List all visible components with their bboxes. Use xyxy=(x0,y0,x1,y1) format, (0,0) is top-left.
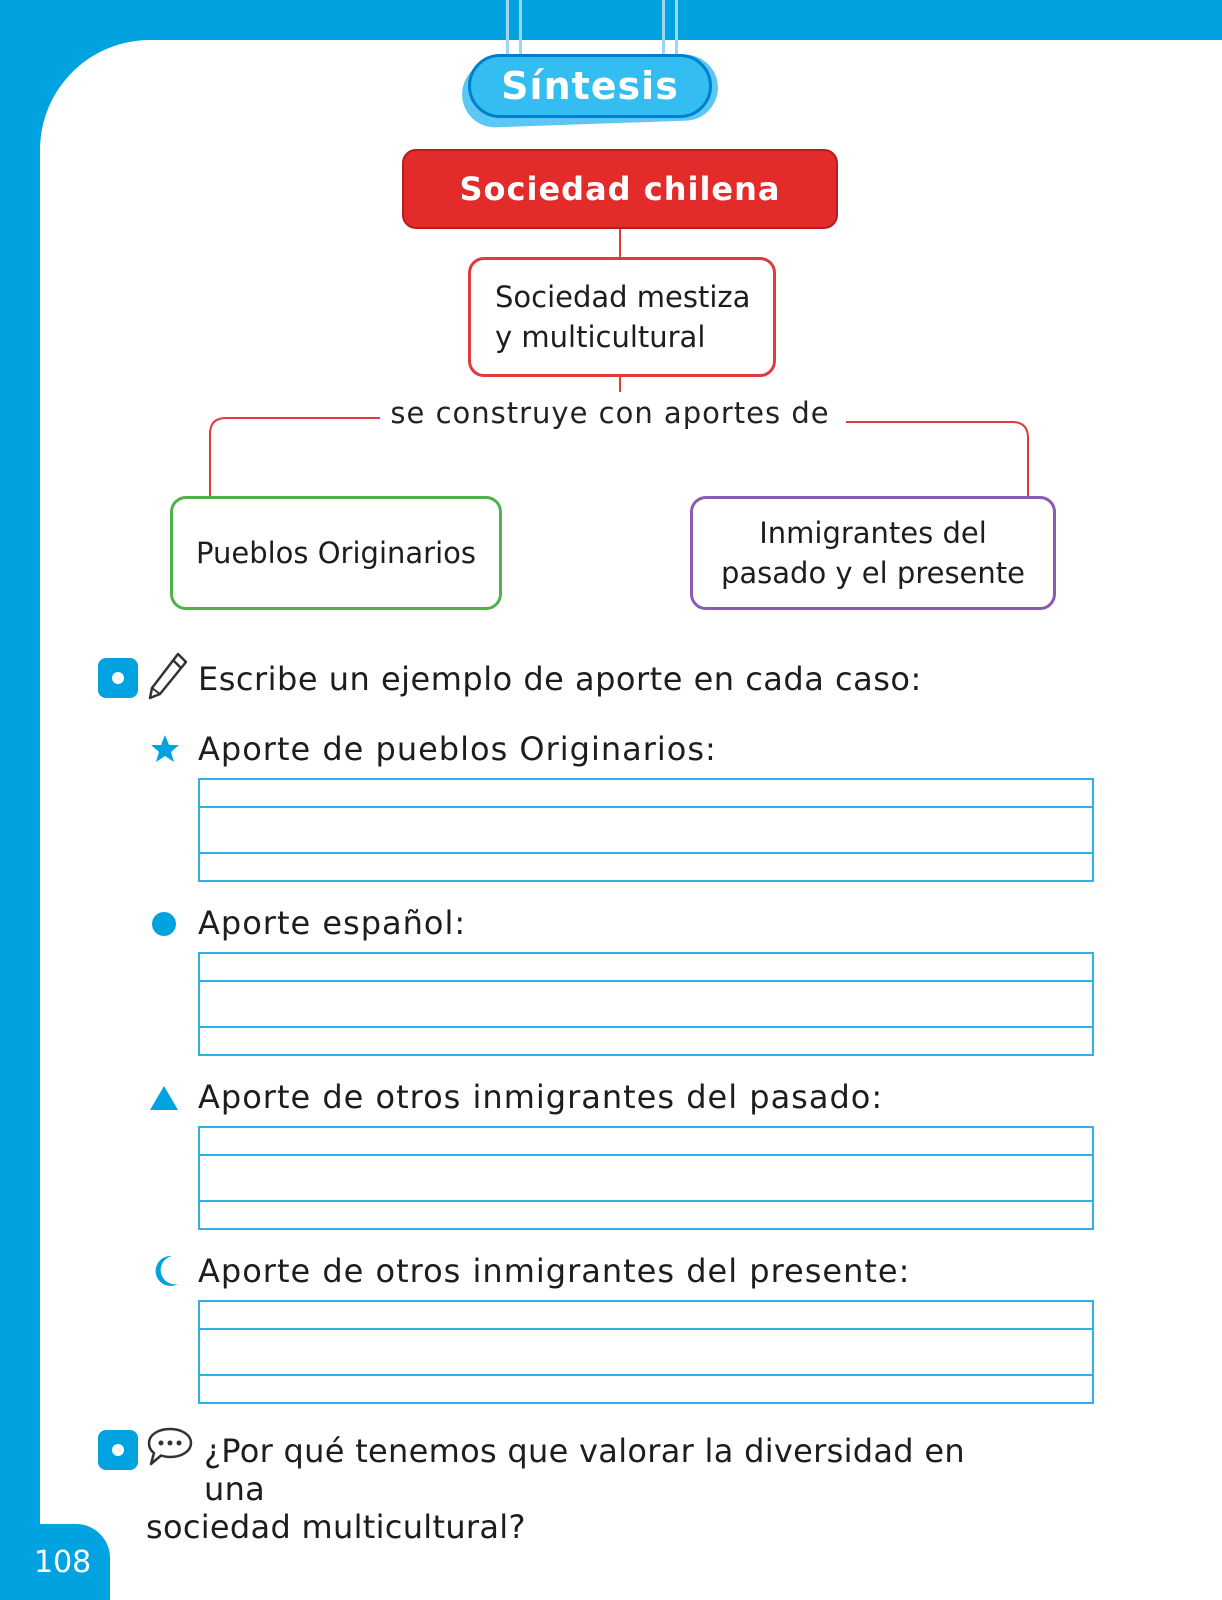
star-icon xyxy=(150,734,180,764)
connector-label: se construye con aportes de xyxy=(380,396,840,430)
activity-bullet-icon xyxy=(98,658,138,698)
concept-root-label: Sociedad chilena xyxy=(459,170,781,208)
pencil-icon xyxy=(148,650,190,702)
concept-right-box xyxy=(690,496,1056,610)
circle-icon xyxy=(150,910,178,938)
activity-instruction: Escribe un ejemplo de aporte en cada caso: xyxy=(198,660,922,698)
concept-root-box xyxy=(402,149,838,229)
concept-middle-line2: y multicultural xyxy=(495,320,706,354)
question-bullet-icon xyxy=(98,1430,138,1470)
reflection-question xyxy=(146,1432,1026,1546)
answer-box-pasado[interactable] xyxy=(198,1126,1094,1230)
moon-icon xyxy=(150,1254,180,1288)
item-label-presente: Aporte de otros inmigrantes del presente: xyxy=(198,1252,911,1290)
answer-box-espanol[interactable] xyxy=(198,952,1094,1056)
concept-right-line1: Inmigrantes del xyxy=(759,516,987,550)
item-label-espanol: Aporte español: xyxy=(198,904,467,942)
concept-middle-line1: Sociedad mestiza xyxy=(495,280,751,314)
item-label-pasado: Aporte de otros inmigrantes del pasado: xyxy=(198,1078,884,1116)
banner-title: Síntesis xyxy=(501,64,679,108)
question-line2: sociedad multicultural? xyxy=(146,1508,526,1546)
concept-left-label: Pueblos Originarios xyxy=(196,536,476,570)
concept-right-line2: pasado y el presente xyxy=(720,556,1025,590)
answer-box-presente[interactable] xyxy=(198,1300,1094,1404)
concept-left-box xyxy=(170,496,502,610)
item-label-pueblos: Aporte de pueblos Originarios: xyxy=(198,730,717,768)
triangle-icon xyxy=(148,1084,180,1112)
question-line1: ¿Por qué tenemos que valorar la diversidad en una xyxy=(204,1432,965,1508)
page-number-text: 108 xyxy=(34,1544,92,1580)
answer-box-pueblos[interactable] xyxy=(198,778,1094,882)
concept-middle-box xyxy=(468,257,776,377)
page-number xyxy=(0,1524,110,1600)
